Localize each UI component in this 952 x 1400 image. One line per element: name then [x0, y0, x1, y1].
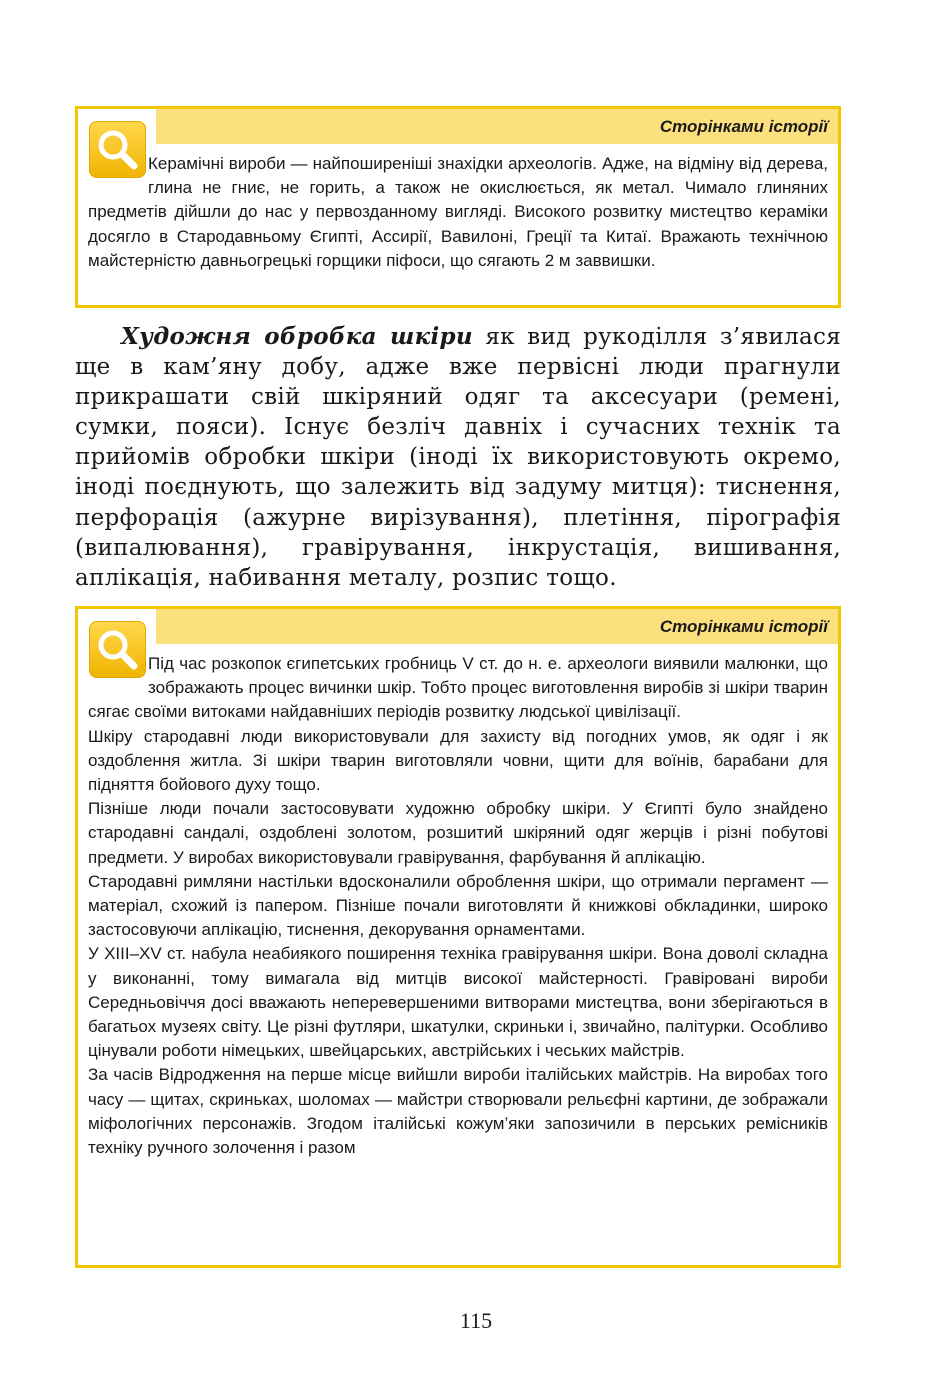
box-paragraph: За часів Відродження на перше місце вийшли вироби італійських майстрів. На виробах того часу — щитах, скриньках, шоломах — майстри створювали рельєфні картини, де зображали міфологічних персонажів. Згодом італійські кожум’яки запозичили в перських ремісників техніку ручного золочення і разом [88, 1065, 828, 1158]
history-box-leather [75, 606, 841, 1268]
box-paragraph: Пізніше люди почали застосовувати художню обробку шкіри. У Єгипті було знайдено стародавні сандалі, оздоблені золотом, розшитий шкіряний одяг жерців і різні побутові предмети. У виробах використовували гравірування, фарбування й аплікацію. [88, 799, 828, 867]
box-paragraph: Шкіру стародавні люди використовували для захисту від погодних умов, як одяг і як оздоблення житла. Зі шкіри тварин виготовляли човни, щити для воїнів, барабани для підняття бойового духу тощо. [88, 726, 828, 795]
box-paragraph: У XIII–XV ст. набула неабиякого поширення техніка гравірування шкіри. Вона доволі складна у виконанні, тому вимагала від митців високої майстерності. Гравіровані вироби Середньовіччя досі вважають неперевершеними витворами мистецтва, вони зберігаються в багатьох музеях світу. Це різні футляри, шкатулки, скриньки і, звичайно, палітурки. Особливо цінували роботи німецьких, швейцарських, австрійських і чеських майстрів. [88, 944, 828, 1061]
page-number: 115 [459, 1308, 493, 1333]
box-heading: Сторінками історії [156, 609, 838, 644]
main-paragraph [75, 322, 841, 593]
box-paragraph: Стародавні римляни настільки вдосконалили оброблення шкіри, що отримали пергамент — матеріал, схожий із папером. Пізніше почали виготовляти й книжкові обкладинки, широко застосовуючи аплікацію, тиснення, декорування орнаментами. [88, 871, 828, 940]
box-paragraph: Керамічні вироби — найпоширеніші знахідки археологів. Адже, на відміну від дерева, глина не гниє, не горить, а також не окислюється, як метал. Чимало глиняних предметів дійшли до нас у первозданному вигляді. Високого розвитку мистецтво кераміки досягло в Стародавньому Єгипті, Ассирії, Вавилоні, Греції та Китаї. Вражають технічною майстерністю давньогрецькі горщики піфоси, що сягають 2 м заввишки. [88, 154, 828, 270]
magnifier-icon [89, 621, 146, 678]
history-box-ceramics [75, 106, 841, 308]
main-paragraph-text: як вид рукоділля з’явилася ще в кам’яну добу, адже вже первісні люди прагнули прикрашати свій шкіряний одяг та аксесуари (ремені, сумки, пояси). Існує безліч давніх і сучасних технік та прийомів обробки шкіри (іноді їх використовують окремо, іноді поєднують, що залежить від задуму митця): тиснення, перфорація (ажурне вирізування), плетіння, пірографія (випалювання), гравірування, інкрустація, вишивання, аплікація, набивання металу, розпис тощо. [75, 324, 841, 591]
box-paragraph: Під час розкопок єгипетських гробниць V ст. до н. е. археологи виявили малюнки, що зображають процес вичинки шкір. Тобто процес виготовлення виробів зі шкіри тварин сягає своїми витоками найдавніших періодів розвитку людської цивілізації. [88, 654, 828, 722]
magnifier-icon [89, 121, 146, 178]
box-heading: Сторінками історії [156, 109, 838, 144]
lead-term: Художня обробка шкіри [121, 323, 473, 350]
